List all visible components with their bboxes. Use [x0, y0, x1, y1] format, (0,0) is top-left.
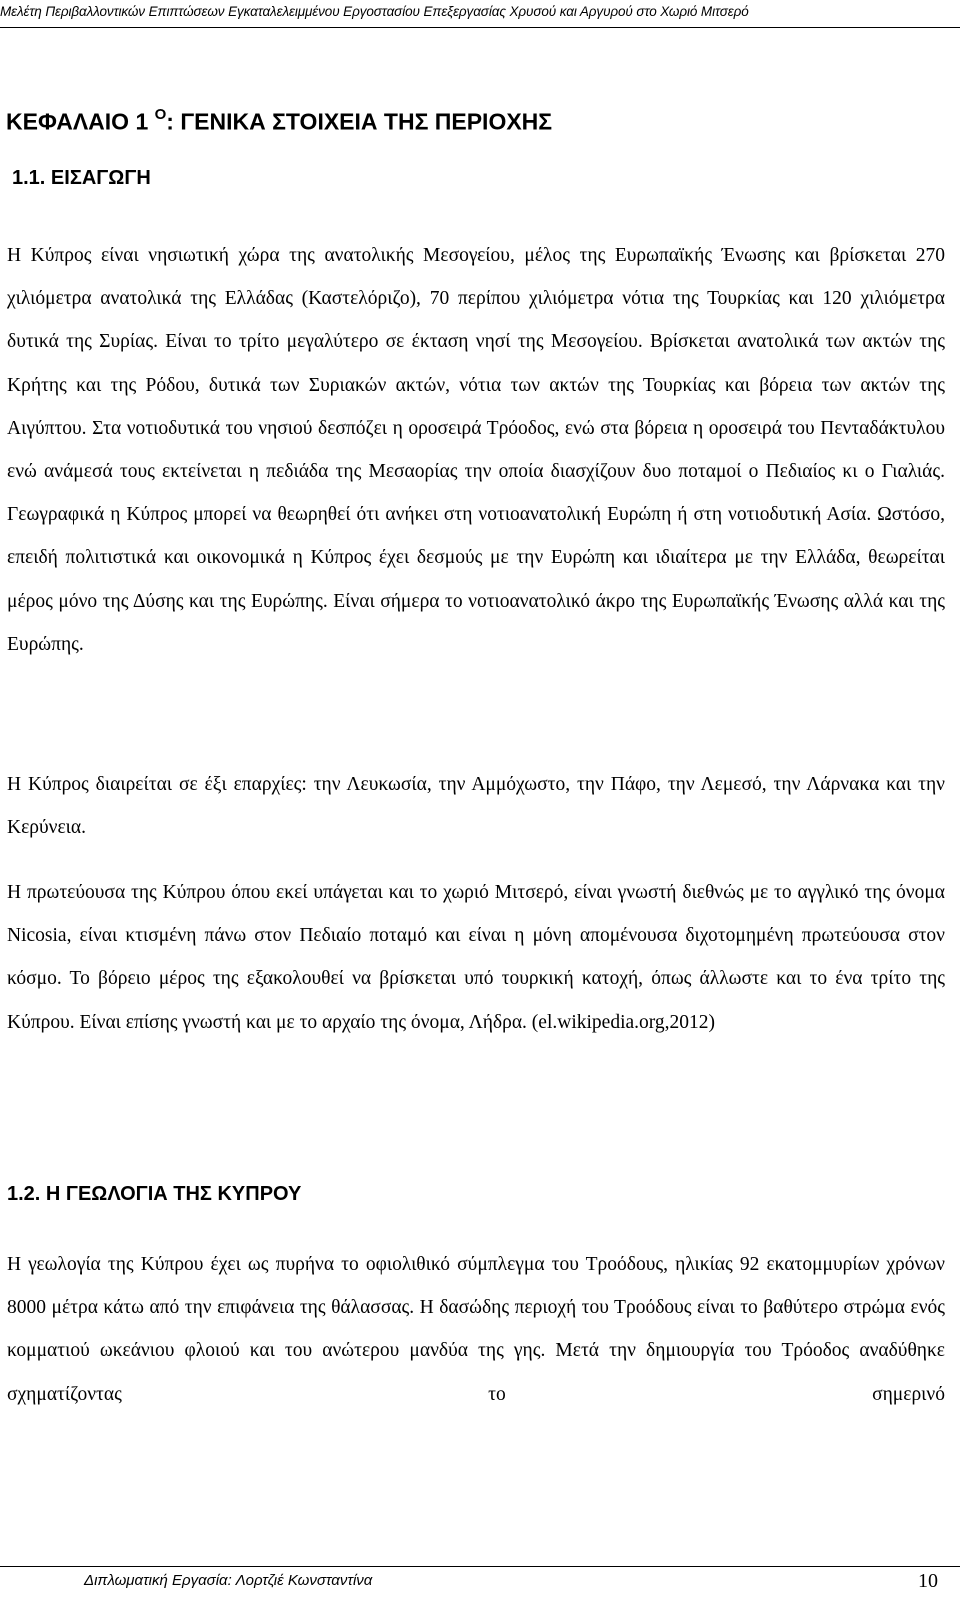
header-divider — [0, 27, 960, 28]
page-number: 10 — [918, 1570, 938, 1592]
footer-author: Διπλωματική Εργασία: Λορτζιέ Κωνσταντίνα — [84, 1572, 373, 1589]
chapter-title-text: : ΓΕΝΙΚΑ ΣΤΟΙΧΕΙΑ ΤΗΣ ΠΕΡΙΟΧΗΣ — [166, 108, 553, 135]
paragraph-districts: Η Κύπρος διαιρείται σε έξι επαρχίες: την Λευκωσία, την Αμμόχωστο, την Πάφο, την Λεμεσό, την Λάρνακα και την Κερύνεια. — [7, 774, 945, 839]
running-header: Μελέτη Περιβαλλοντικών Επιπτώσεων Εγκαταλελειμμένου Εργοστασίου Επεξεργασίας Χρυσού και Αργυρού στο Χωριό Μιτσερό — [0, 4, 749, 19]
chapter-title — [6, 108, 552, 136]
paragraph-capital: Η πρωτεύουσα της Κύπρου όπου εκεί υπάγεται και το χωριό Μιτσερό, είναι γνωστή διεθνώς με το αγγλικό της όνομα Nicosia, είναι κτισμένη πάνω στον Πεδιαίο ποταμό και είναι η μόνη απομένουσα διχοτομημένη πρωτεύουσα στον κόσμο. Το βόρειο μέρος της εξακολουθεί να βρίσκεται υπό τουρκική κατοχή, όπως άλλωστε και το ένα τρίτο της Κύπρου. Είναι επίσης γνωστή και με το αρχαίο της όνομα, Λήδρα. (el.wikipedia.org,2012) — [7, 882, 945, 1033]
section-heading-geology: 1.2. Η ΓΕΩΛΟΓΙΑ ΤΗΣ ΚΥΠΡΟΥ — [7, 1183, 302, 1205]
chapter-superscript: Ο — [154, 106, 167, 123]
footer-divider — [0, 1566, 960, 1567]
chapter-prefix: ΚΕΦΑΛΑΙΟ 1 — [6, 108, 149, 135]
paragraph-geology: Η γεωλογία της Κύπρου έχει ως πυρήνα το οφιολιθικό σύμπλεγμα του Τροόδους, ηλικίας 92 εκατομμυρίων χρόνων 8000 μέτρα κάτω από την επιφάνεια της θάλασσας. Η δασώδης περιοχή του Τροόδους είναι το βαθύτερο στρώμα ενός κομματιού ωκεάνιου φλοιού και του ανώτερου μανδύα της γης. Μετά την δημιουργία του Τρόοδος αναδύθηκε σχηματίζοντας το σημερινό — [7, 1254, 945, 1405]
section-heading-introduction: 1.1. ΕΙΣΑΓΩΓΗ — [12, 167, 151, 189]
paragraph-introduction: Η Κύπρος είναι νησιωτική χώρα της ανατολικής Μεσογείου, μέλος της Ευρωπαϊκής Ένωσης και βρίσκεται 270 χιλιόμετρα ανατολικά της Ελλάδας (Καστελόριζο), 70 περίπου χιλιόμετρα νότια της Τουρκίας και 120 χιλιόμετρα δυτικά της Συρίας. Είναι το τρίτο μεγαλύτερο σε έκταση νησί της Μεσογείου. Βρίσκεται ανατολικά των ακτών της Κρήτης και της Ρόδου, δυτικά των Συριακών ακτών, νότια των ακτών της Τουρκίας και βόρεια των ακτών της Αιγύπτου. Στα νοτιοδυτικά του νησιού δεσπόζει η οροσειρά Τρόοδος, ενώ στα βόρεια η οροσειρά του Πενταδάκτυλου ενώ ανάμεσά τους εκτείνεται η πεδιάδα της Μεσαορίας την οποία διασχίζουν δυο ποταμοί ο Πεδιαίος κι ο Γιαλιάς. Γεωγραφικά η Κύπρος μπορεί να θεωρηθεί ότι ανήκει στη νοτιοανατολική Ευρώπη ή στη νοτιοδυτική Ασία. Ωστόσο, επειδή πολιτιστικά και οικονομικά η Κύπρος έχει δεσμούς με την Ευρώπη και ιδιαίτερα με την Ελλάδα, θεωρείται μέρος μόνο της Δύσης και της Ευρώπης. Είναι σήμερα το νοτιοανατολικό άκρο της Ευρωπαϊκής Ένωσης αλλά και της Ευρώπης. — [7, 245, 945, 655]
